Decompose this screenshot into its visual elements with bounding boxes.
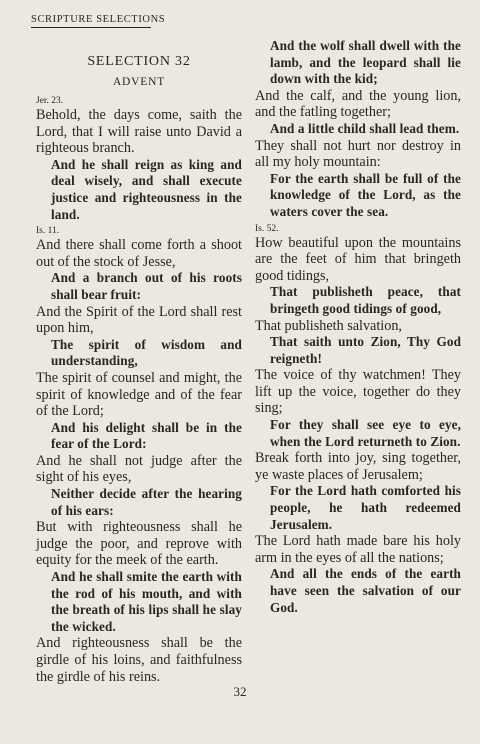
right-column-body: [255, 38, 461, 616]
scripture-reference: Is. 11.: [36, 226, 60, 237]
right-column: [255, 38, 461, 616]
verse-plain: Behold, the days come, saith the Lord, that I will raise unto David a righteous branch.: [36, 107, 242, 157]
verse-response: That publisheth peace, that bringeth good tidings of good,: [270, 284, 461, 316]
verse-response: And he shall reign as king and deal wisely, and shall execute justice and righteousness in the land.: [51, 156, 242, 222]
verse-plain: The Lord hath made bare his holy arm in the eyes of all the nations;: [255, 533, 461, 566]
verse-response: For the earth shall be full of the knowledge of the Lord, as the waters cover the sea.: [270, 170, 461, 219]
verse-response: The spirit of wisdom and understanding,: [51, 336, 242, 369]
verse-response: And a little child shall lead them.: [270, 120, 460, 136]
verse-response: And all the ends of the earth have seen the salvation of our God.: [270, 566, 461, 615]
verse-response: Neither decide after the hearing of his ears:: [51, 486, 242, 518]
verse-response: That saith unto Zion, Thy God reigneth!: [270, 334, 461, 366]
verse-response: And he shall smite the earth with the rod of his mouth, and with the breath of his lips shall he slay the wicked.: [51, 569, 242, 634]
verse-plain: But with righteousness shall he judge the poor, and reprove with equity for the meek of the earth.: [36, 519, 242, 569]
verse-response: For the Lord hath comforted his people, he hath redeemed Jerusalem.: [270, 483, 461, 532]
verse-plain: And the calf, and the young lion, and the fatling together;: [255, 87, 461, 121]
verse-plain: And there shall come forth a shoot out of the stock of Jesse,: [36, 237, 242, 270]
verse-plain: Break forth into joy, sing together, ye waste places of Jerusalem;: [255, 450, 461, 483]
scripture-reference: Is. 52.: [255, 223, 279, 234]
left-column-body: [36, 95, 242, 685]
verse-response: For they shall see eye to eye, when the Lord returneth to Zion.: [270, 417, 461, 449]
selection-title: SELECTION 32: [87, 54, 191, 69]
running-head-rule: [31, 27, 151, 28]
verse-plain: And he shall not judge after the sight of his eyes,: [36, 452, 242, 486]
verse-plain: And the Spirit of the Lord shall rest upon him,: [36, 303, 242, 337]
verse-plain: They shall not hurt nor destroy in all my holy mountain:: [255, 137, 461, 171]
verse-plain: And righteousness shall be the girdle of his loins, and faithfulness the girdle of his reins.: [36, 635, 242, 685]
verse-response: And a branch out of his roots shall bear fruit:: [51, 270, 242, 302]
verse-response: And his delight shall be in the fear of the Lord:: [51, 419, 242, 452]
left-column: [36, 38, 242, 685]
running-head: SCRIPTURE SELECTIONS: [31, 14, 166, 25]
verse-plain: That publisheth salvation,: [255, 317, 402, 334]
verse-plain: The voice of thy watchmen! They lift up the voice, together do they sing;: [255, 367, 461, 417]
verse-response: And the wolf shall dwell with the lamb, and the leopard shall lie down with the kid;: [270, 38, 461, 87]
verse-plain: How beautiful upon the mountains are the feet of him that bringeth good tidings,: [255, 234, 461, 284]
selection-subtitle: ADVENT: [112, 76, 166, 88]
page-number: 32: [233, 684, 247, 699]
scripture-reference: Jer. 23.: [36, 96, 64, 106]
verse-plain: The spirit of counsel and might, the spirit of knowledge and of the fear of the Lord;: [36, 369, 242, 420]
